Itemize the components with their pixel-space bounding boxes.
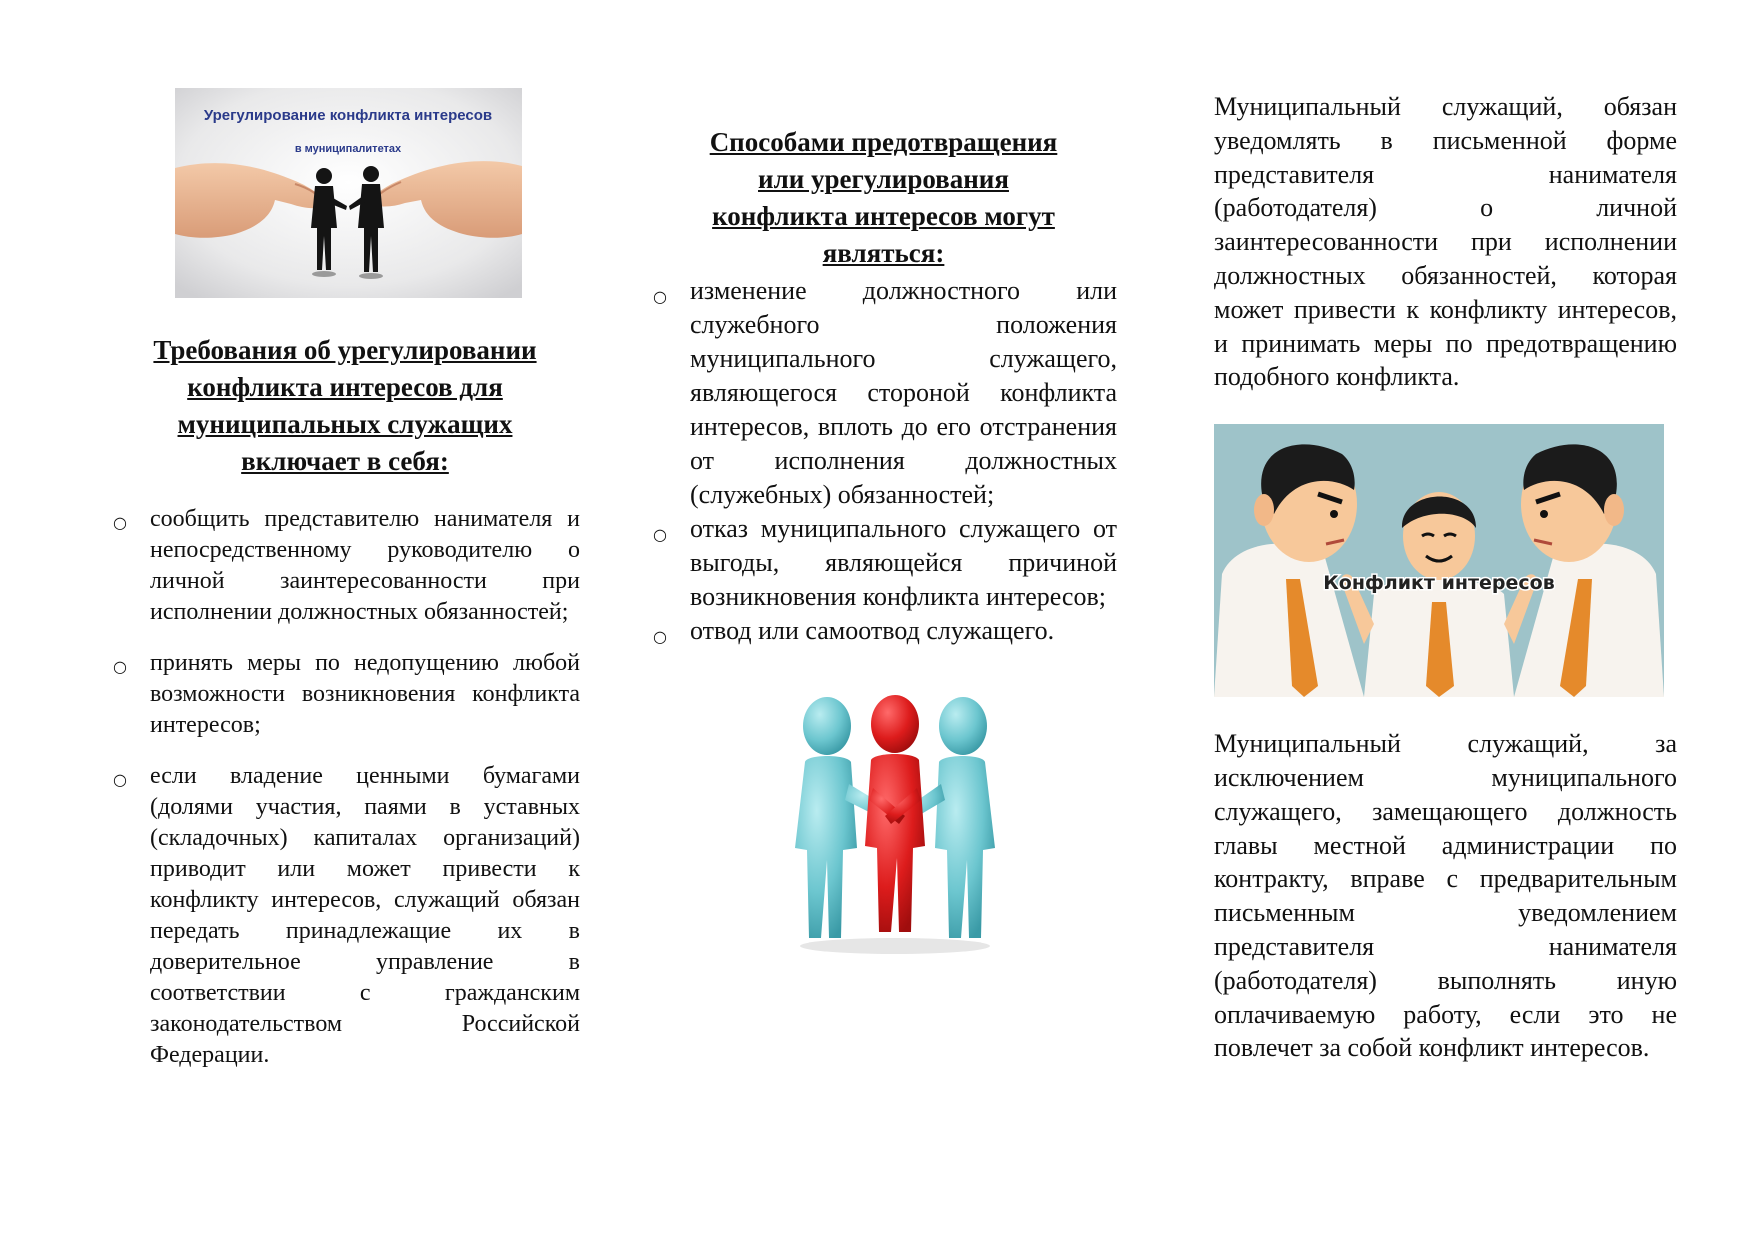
list-item: ○ отказ муниципального служащего от выгоды, являющейся причиной возникновения конфликта интересов; [653,514,1117,611]
arguing-men-icon [1214,424,1664,697]
bullet-circle-icon: ○ [113,657,127,676]
left-heading: Требования об урегулировании конфликта интересов для муниципальных служащих включает в себя: [153,335,537,476]
people-figures-icon [785,688,1005,958]
handshake-hands-icon [175,88,522,298]
list-item: ○ если владение ценными бумагами (долями участия, паями в уставных (складочных) капиталах организаций) приводит или может привести к конфликту интересов, служащий обязан передать принадлежащие их в доверительное управление в соответствии с гражданским законодательством Российской Федерации. [113,763,580,1068]
right-paragraph-2: Муниципальный служащий, за исключением муниципального служащего, замещающего должность главы местной администрации по контракту, вправе с предварительным письменным уведомлением представителя нанимателя (работодателя) выполнять иную оплачиваемую работу, если это не повлечет за собой конфликт интересов. [1214,729,1677,1063]
left-column [110,88,580,1091]
bullet-circle-icon: ○ [653,627,667,646]
middle-methods-list [650,274,1117,648]
image-caption-line1: Урегулирование конфликта интересов [203,107,493,124]
image-caption: Конфликт интересов [1323,572,1555,595]
right-column [1214,90,1677,1065]
teamwork-figures-illustration [785,688,1005,958]
list-item: ○ сообщить представителю нанимателя и непосредственному руководителю о личной заинтересованности при исполнении должностных обязанностей; [113,506,580,625]
bullet-circle-icon: ○ [653,287,667,306]
conflict-of-interest-illustration [1214,424,1664,697]
list-item: ○ принять меры по недопущению любой возможности возникновения конфликта интересов; [113,650,580,738]
middle-column [650,124,1117,958]
list-item: ○ изменение должностного или служебного положения муниципального служащего, являющегося стороной конфликта интересов, вплоть до его отстранения от исполнения должностных (служебных) обязанностей; [653,276,1117,509]
left-requirements-list [110,504,580,1071]
middle-heading: Способами предотвращения или урегулирования конфликта интересов могут являться: [709,127,1058,268]
bullet-circle-icon: ○ [113,770,127,789]
bullet-circle-icon: ○ [653,525,667,544]
handshake-illustration [175,88,522,298]
image-caption-line2: в муниципалитетах [294,143,402,155]
list-item: ○ отвод или самоотвод служащего. [650,614,1117,648]
bullet-circle-icon: ○ [113,513,127,532]
right-paragraph-1: Муниципальный служащий, обязан уведомлять в письменной форме представителя нанимателя (работодателя) о личной заинтересованности при исполнении должностных обязанностей, которая может привести к конфликту интересов, и принимать меры по предотвращению подобного конфликта. [1214,92,1677,392]
